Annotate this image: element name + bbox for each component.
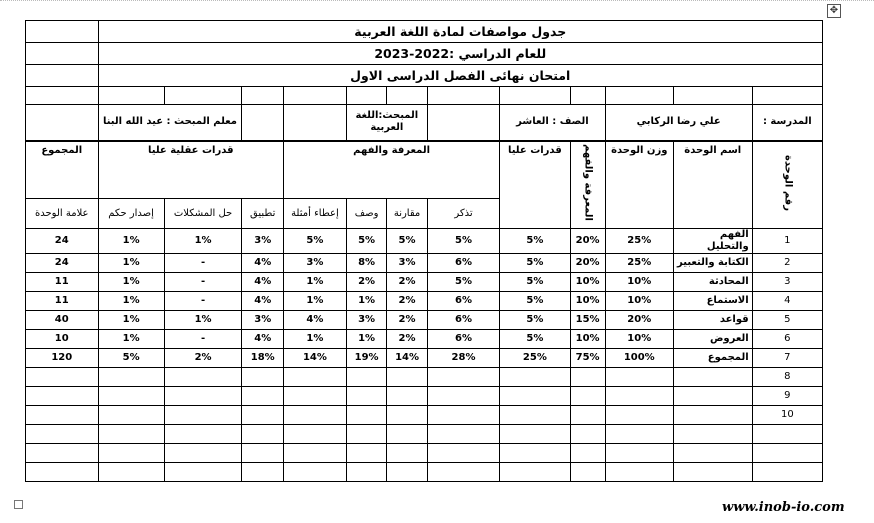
title-line-3: امتحان نهائى الفصل الدراسى الاول: [98, 65, 822, 87]
cell-compare-percent: 2%: [387, 273, 427, 292]
empty-cell: [387, 406, 427, 425]
cell-judge-percent: 1%: [98, 311, 164, 330]
page-top-rule: [0, 0, 874, 4]
subheader-describe: وصف: [346, 199, 386, 229]
empty-cell: [98, 406, 164, 425]
empty-cell: [242, 368, 284, 387]
empty-cell: [570, 368, 605, 387]
cell-remember-percent: 6%: [427, 311, 499, 330]
info-empty: [26, 105, 99, 141]
empty-cell: [570, 444, 605, 463]
empty-cell: [346, 406, 386, 425]
cell-remember-percent: 5%: [427, 273, 499, 292]
spacer-cell: [98, 87, 164, 105]
empty-cell: [26, 444, 99, 463]
table-row: [26, 425, 823, 444]
cell-unit-mark: 11: [26, 292, 99, 311]
empty-cell: [427, 425, 499, 444]
subheader-unit-mark: علامة الوحدة: [26, 199, 99, 229]
empty-cell: [500, 444, 570, 463]
empty-cell: [570, 463, 605, 482]
cell-unit-name: المجموع: [673, 349, 752, 368]
empty-cell: [164, 463, 242, 482]
cell-apply-percent: 4%: [242, 292, 284, 311]
header-unit-name: اسم الوحدة: [673, 141, 752, 229]
cell-problem-percent: -: [164, 292, 242, 311]
empty-cell: [284, 444, 347, 463]
empty-cell: [427, 406, 499, 425]
cell-judge-percent: 1%: [98, 273, 164, 292]
cell-compare-percent: 3%: [387, 254, 427, 273]
cell-problem-percent: 1%: [164, 229, 242, 254]
cell-unit-no: 10: [752, 406, 822, 425]
empty-cell: [387, 444, 427, 463]
cell-ku-percent: 10%: [570, 273, 605, 292]
empty-cell: [284, 425, 347, 444]
empty-cell: [570, 406, 605, 425]
empty-cell: [164, 387, 242, 406]
cell-unit-weight: 25%: [605, 229, 673, 254]
empty-cell: [673, 368, 752, 387]
cell-unit-name: المحادثة: [673, 273, 752, 292]
table-row: [26, 229, 823, 254]
table-row: [26, 273, 823, 292]
cell-apply-percent: 3%: [242, 229, 284, 254]
empty-cell: [242, 444, 284, 463]
cell-ku-percent: 75%: [570, 349, 605, 368]
cell-unit-mark: 120: [26, 349, 99, 368]
cell-problem-percent: -: [164, 330, 242, 349]
empty-cell: [26, 368, 99, 387]
cell-higher-percent: 5%: [500, 254, 570, 273]
table-row: [26, 311, 823, 330]
spacer-cell: [242, 87, 284, 105]
empty-cell: [387, 425, 427, 444]
title-margin-cell: [26, 21, 99, 43]
cell-problem-percent: -: [164, 273, 242, 292]
cell-describe-percent: 3%: [346, 311, 386, 330]
empty-cell: [242, 425, 284, 444]
empty-cell: [98, 387, 164, 406]
cell-remember-percent: 6%: [427, 292, 499, 311]
spacer-cell: [752, 87, 822, 105]
cell-unit-weight: 20%: [605, 311, 673, 330]
cell-apply-percent: 18%: [242, 349, 284, 368]
cell-unit-mark: 40: [26, 311, 99, 330]
table-row: [26, 463, 823, 482]
title-margin-cell: [26, 43, 99, 65]
cell-unit-name: العروض: [673, 330, 752, 349]
cell-higher-percent: 5%: [500, 292, 570, 311]
cell-ku-percent: 15%: [570, 311, 605, 330]
title-margin-cell: [26, 65, 99, 87]
cell-examples-percent: 3%: [284, 254, 347, 273]
cell-describe-percent: 1%: [346, 330, 386, 349]
empty-cell: [164, 406, 242, 425]
cell-describe-percent: 2%: [346, 273, 386, 292]
empty-cell: [284, 387, 347, 406]
table-row: [26, 387, 823, 406]
empty-cell: [98, 425, 164, 444]
cell-higher-percent: 25%: [500, 349, 570, 368]
teacher-name: علي رضا الركابي: [605, 105, 752, 141]
watermark-text: www.inob-io.com: [722, 500, 845, 515]
cell-examples-percent: 5%: [284, 229, 347, 254]
empty-cell: [242, 406, 284, 425]
cell-apply-percent: 4%: [242, 330, 284, 349]
empty-cell: [26, 387, 99, 406]
cell-unit-mark: 24: [26, 254, 99, 273]
table-row: [26, 444, 823, 463]
cell-higher-percent: 5%: [500, 229, 570, 254]
empty-cell: [500, 425, 570, 444]
title-line-1: جدول مواصفات لمادة اللغة العربية: [98, 21, 822, 43]
empty-cell: [164, 368, 242, 387]
cell-examples-percent: 4%: [284, 311, 347, 330]
cell-describe-percent: 19%: [346, 349, 386, 368]
corner-marker: [14, 500, 23, 509]
cell-describe-percent: 5%: [346, 229, 386, 254]
cell-unit-weight: 10%: [605, 292, 673, 311]
empty-cell: [346, 425, 386, 444]
cell-unit-name: الاستماع: [673, 292, 752, 311]
cell-examples-percent: 14%: [284, 349, 347, 368]
cell-unit-no: [752, 425, 822, 444]
empty-cell: [284, 406, 347, 425]
cell-remember-percent: 5%: [427, 229, 499, 254]
empty-cell: [242, 463, 284, 482]
cell-unit-no: 1: [752, 229, 822, 254]
empty-cell: [605, 444, 673, 463]
cell-judge-percent: 5%: [98, 349, 164, 368]
empty-cell: [427, 444, 499, 463]
empty-cell: [500, 387, 570, 406]
cell-examples-percent: 1%: [284, 273, 347, 292]
cell-problem-percent: 2%: [164, 349, 242, 368]
cell-problem-percent: -: [164, 254, 242, 273]
empty-cell: [387, 368, 427, 387]
header-knowledge-understanding: المعرفة والفهم: [284, 141, 500, 199]
header-total: المجموع: [26, 141, 99, 199]
cell-higher-percent: 5%: [500, 330, 570, 349]
cell-unit-mark: 10: [26, 330, 99, 349]
cell-unit-no: 9: [752, 387, 822, 406]
empty-cell: [605, 463, 673, 482]
cell-unit-mark: 11: [26, 273, 99, 292]
subheader-judgment: إصدار حكم: [98, 199, 164, 229]
cell-unit-weight: 25%: [605, 254, 673, 273]
empty-cell: [570, 425, 605, 444]
spacer-cell: [387, 87, 427, 105]
title-line-2: للعام الدراسي :2022-2023: [98, 43, 822, 65]
spacer-cell: [605, 87, 673, 105]
empty-cell: [26, 406, 99, 425]
subheader-problem-solving: حل المشكلات: [164, 199, 242, 229]
table-row: [26, 330, 823, 349]
empty-cell: [673, 463, 752, 482]
cell-unit-no: 3: [752, 273, 822, 292]
spacer-cell: [570, 87, 605, 105]
cell-remember-percent: 6%: [427, 254, 499, 273]
info-empty: [242, 105, 284, 141]
cell-examples-percent: 1%: [284, 330, 347, 349]
empty-cell: [500, 406, 570, 425]
cell-describe-percent: 8%: [346, 254, 386, 273]
unit-no-vertical-label: رقم الوحدة: [782, 154, 794, 211]
empty-cell: [427, 368, 499, 387]
cell-compare-percent: 5%: [387, 229, 427, 254]
empty-cell: [427, 387, 499, 406]
cell-compare-percent: 2%: [387, 311, 427, 330]
cell-unit-no: 5: [752, 311, 822, 330]
school-label: المدرسة :: [752, 105, 822, 141]
spacer-cell: [673, 87, 752, 105]
cell-unit-name: قواعد: [673, 311, 752, 330]
empty-cell: [164, 444, 242, 463]
empty-cell: [605, 368, 673, 387]
header-ku-vertical: [570, 141, 605, 229]
cell-unit-weight: 100%: [605, 349, 673, 368]
empty-cell: [98, 463, 164, 482]
cell-unit-no: [752, 463, 822, 482]
empty-cell: [387, 463, 427, 482]
table-row: [26, 254, 823, 273]
header-higher-abilities: قدرات عليا: [500, 141, 570, 229]
subheader-apply: تطبيق: [242, 199, 284, 229]
cell-unit-weight: 10%: [605, 330, 673, 349]
cell-remember-percent: 6%: [427, 330, 499, 349]
empty-cell: [673, 425, 752, 444]
cell-compare-percent: 2%: [387, 330, 427, 349]
cell-unit-no: 4: [752, 292, 822, 311]
cell-unit-no: 6: [752, 330, 822, 349]
empty-cell: [26, 425, 99, 444]
spacer-cell: [26, 87, 99, 105]
cell-describe-percent: 1%: [346, 292, 386, 311]
empty-cell: [346, 444, 386, 463]
subheader-remember: تذكر: [427, 199, 499, 229]
cell-ku-percent: 10%: [570, 330, 605, 349]
empty-cell: [673, 444, 752, 463]
empty-cell: [500, 368, 570, 387]
cell-unit-weight: 10%: [605, 273, 673, 292]
table-row: [26, 368, 823, 387]
cell-judge-percent: 1%: [98, 292, 164, 311]
cell-compare-percent: 14%: [387, 349, 427, 368]
empty-cell: [570, 387, 605, 406]
cell-higher-percent: 5%: [500, 311, 570, 330]
cell-judge-percent: 1%: [98, 229, 164, 254]
table-move-handle-icon[interactable]: ✥: [827, 4, 841, 18]
table-row: [26, 292, 823, 311]
cell-judge-percent: 1%: [98, 254, 164, 273]
empty-cell: [500, 463, 570, 482]
empty-cell: [673, 406, 752, 425]
spacer-cell: [284, 87, 347, 105]
cell-judge-percent: 1%: [98, 330, 164, 349]
empty-cell: [427, 463, 499, 482]
empty-cell: [26, 463, 99, 482]
grade-label: الصف : العاشر: [500, 105, 605, 141]
spacer-cell: [500, 87, 570, 105]
empty-cell: [242, 387, 284, 406]
cell-ku-percent: 20%: [570, 229, 605, 254]
empty-cell: [605, 406, 673, 425]
cell-ku-percent: 20%: [570, 254, 605, 273]
cell-unit-no: 7: [752, 349, 822, 368]
subject-label: المبحث:اللغة العربية: [346, 105, 427, 141]
spacer-cell: [346, 87, 386, 105]
spacer-cell: [427, 87, 499, 105]
header-unit-weight: وزن الوحدة: [605, 141, 673, 229]
ku-vertical-label: المعرفة والفهم: [582, 144, 594, 222]
specification-table: [25, 20, 823, 482]
cell-ku-percent: 10%: [570, 292, 605, 311]
info-empty: [284, 105, 347, 141]
cell-apply-percent: 4%: [242, 273, 284, 292]
empty-cell: [98, 444, 164, 463]
subheader-examples: إعطاء أمثلة: [284, 199, 347, 229]
cell-remember-percent: 28%: [427, 349, 499, 368]
empty-cell: [346, 387, 386, 406]
cell-examples-percent: 1%: [284, 292, 347, 311]
empty-cell: [284, 463, 347, 482]
empty-cell: [98, 368, 164, 387]
empty-cell: [387, 387, 427, 406]
cell-unit-no: 2: [752, 254, 822, 273]
subheader-compare: مقارنة: [387, 199, 427, 229]
empty-rows: [26, 368, 823, 482]
table-row: [26, 406, 823, 425]
cell-compare-percent: 2%: [387, 292, 427, 311]
spacer-cell: [164, 87, 242, 105]
cell-apply-percent: 3%: [242, 311, 284, 330]
cell-unit-no: [752, 444, 822, 463]
cell-higher-percent: 5%: [500, 273, 570, 292]
subject-teacher-label: معلم المبحث : عيد الله البنا: [98, 105, 242, 141]
cell-unit-no: 8: [752, 368, 822, 387]
cell-unit-name: الكتابة والتعبير: [673, 254, 752, 273]
cell-unit-name: الفهم والتحليل: [673, 229, 752, 254]
empty-cell: [673, 387, 752, 406]
info-empty: [427, 105, 499, 141]
header-higher-cognitive: قدرات عقلية عليا: [98, 141, 283, 199]
cell-apply-percent: 4%: [242, 254, 284, 273]
data-rows: [26, 229, 823, 368]
empty-cell: [284, 368, 347, 387]
empty-cell: [605, 387, 673, 406]
cell-unit-mark: 24: [26, 229, 99, 254]
empty-cell: [346, 463, 386, 482]
header-unit-no: [752, 141, 822, 229]
empty-cell: [346, 368, 386, 387]
cell-problem-percent: 1%: [164, 311, 242, 330]
empty-cell: [164, 425, 242, 444]
empty-cell: [605, 425, 673, 444]
table-row: [26, 349, 823, 368]
